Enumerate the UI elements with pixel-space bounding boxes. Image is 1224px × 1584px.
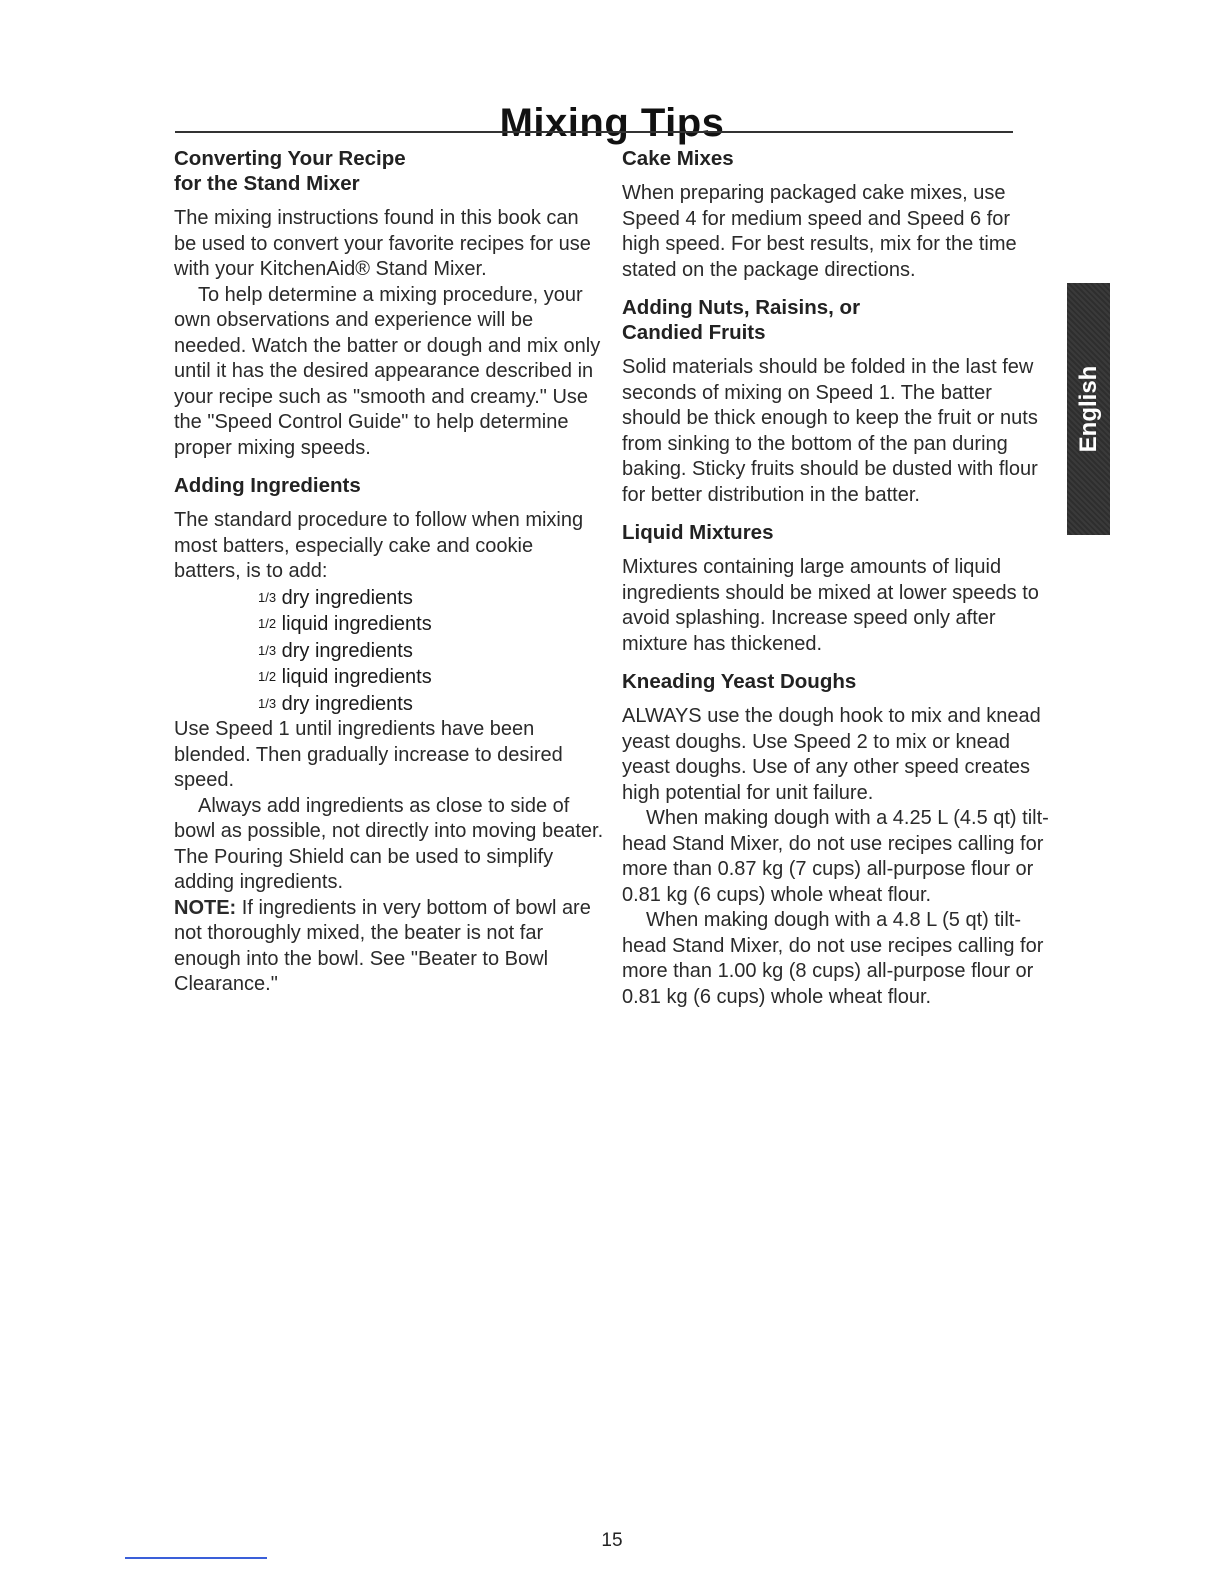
kneading-paragraph-1: ALWAYS use the dough hook to mix and knead yeast doughs. Use Speed 2 to mix or knead yeast doughs. Use of any other speed creates high potential for unit failure. — [622, 705, 1041, 804]
list-item — [258, 611, 604, 638]
heading-converting-line1: Converting Your Recipe — [174, 147, 406, 170]
list-item — [258, 638, 604, 665]
fraction-label: 1/2 — [258, 669, 277, 684]
liquid-mixtures-text: Mixtures containing large amounts of liquid ingredients should be mixed at lower speeds to avoid splashing. Increase speed only after mixture has thickened. — [622, 556, 1039, 655]
adding-ingredients-after-list: Use Speed 1 until ingredients have been blended. Then gradually increase to desired speed. — [174, 718, 563, 791]
section-adding-nuts — [622, 295, 1052, 508]
kneading-paragraph-2: When making dough with a 4.25 L (4.5 qt) tilt-head Stand Mixer, do not use recipes calling for more than 0.87 kg (7 cups) all-purpose flour or 0.81 kg (6 cups) whole wheat flour. — [622, 807, 1049, 906]
step-text: liquid ingredients — [281, 666, 432, 688]
adding-ingredients-always: Always add ingredients as close to side of bowl as possible, not directly into moving beater. The Pouring Shield can be used to simplify adding ingredients. — [174, 794, 604, 893]
adding-ingredients-intro: The standard procedure to follow when mixing most batters, especially cake and cookie batters, is to add: — [174, 509, 584, 582]
converting-paragraph-2: To help determine a mixing procedure, your own observations and experience will be needed. Watch the batter or dough and mix only until it has the desired appearance described in your recipe such as "smooth and creamy." Use the "Speed Control Guide" to help determine proper mixing speeds. — [174, 283, 601, 459]
heading-converting-recipe — [174, 146, 604, 196]
heading-kneading: Kneading Yeast Doughs — [622, 670, 857, 693]
converting-paragraph-1: The mixing instructions found in this book can be used to convert your favorite recipes for use with your KitchenAid® Stand Mixer. — [174, 207, 591, 280]
language-tab — [1067, 283, 1110, 535]
fraction-label: 1/3 — [258, 589, 277, 605]
section-adding-ingredients — [174, 473, 604, 998]
list-item — [258, 664, 604, 691]
heading-nuts-line1: Adding Nuts, Raisins, or — [622, 296, 861, 319]
title-divider — [175, 131, 1013, 133]
heading-adding-ingredients: Adding Ingredients — [174, 474, 361, 497]
page-title: Mixing Tips — [499, 100, 725, 145]
fraction-label: 1/2 — [258, 616, 277, 631]
heading-adding-nuts — [622, 295, 1052, 345]
page-number: 15 — [601, 1530, 623, 1551]
list-item — [258, 691, 604, 718]
cake-mixes-text: When preparing packaged cake mixes, use Speed 4 for medium speed and Speed 6 for high speed. For best results, mix for the time stated on the package directions. — [622, 182, 1017, 281]
language-tab-label: English — [1074, 365, 1102, 453]
footer-link-underline[interactable] — [125, 1557, 267, 1559]
section-cake-mixes — [622, 146, 1052, 283]
adding-ingredients-note — [174, 896, 604, 998]
section-liquid-mixtures — [622, 520, 1052, 657]
fraction-label: 1/3 — [258, 695, 277, 711]
right-column — [622, 146, 1052, 1022]
heading-nuts-line2: Candied Fruits — [622, 321, 766, 344]
ingredient-order-list — [174, 585, 604, 718]
heading-cake-mixes: Cake Mixes — [622, 147, 734, 170]
section-converting-recipe — [174, 146, 604, 461]
list-item — [258, 585, 604, 612]
kneading-paragraph-3: When making dough with a 4.8 L (5 qt) tilt-head Stand Mixer, do not use recipes calling for more than 1.00 kg (8 cups) all-purpose flour or 0.81 kg (6 cups) whole wheat flour. — [622, 909, 1044, 1008]
heading-converting-line2: for the Stand Mixer — [174, 172, 360, 195]
step-text: dry ingredients — [281, 639, 413, 662]
step-text: dry ingredients — [281, 692, 413, 715]
fraction-label: 1/3 — [258, 642, 277, 658]
step-text: liquid ingredients — [281, 613, 432, 635]
note-label: NOTE: — [174, 896, 237, 919]
heading-liquid-mixtures: Liquid Mixtures — [622, 521, 774, 544]
note-text: If ingredients in very bottom of bowl are not thoroughly mixed, the beater is not far enough into the bowl. See "Beater to Bowl Clearance." — [174, 896, 591, 995]
section-kneading — [622, 669, 1052, 1010]
left-column — [174, 146, 604, 1010]
step-text: dry ingredients — [281, 586, 413, 609]
adding-nuts-text: Solid materials should be folded in the last few seconds of mixing on Speed 1. The batter should be thick enough to keep the fruit or nuts from sinking to the bottom of the pan during baking. Sticky fruits should be dusted with flour for better distribution in the batter. — [622, 356, 1038, 506]
